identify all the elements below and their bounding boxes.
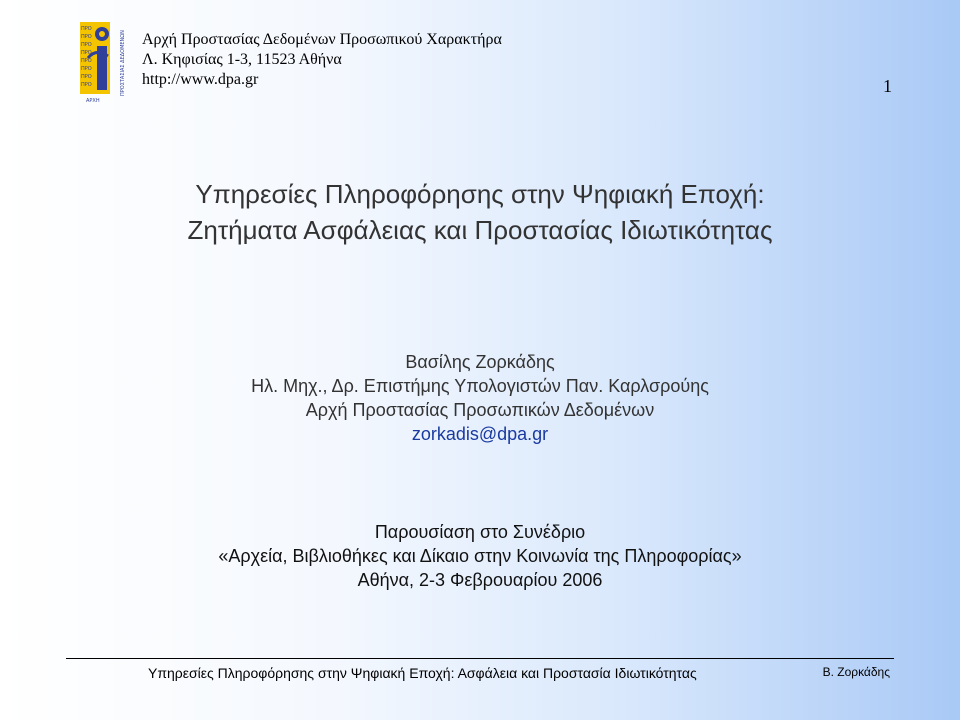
footer-author: Β. Ζορκάδης	[822, 665, 890, 679]
page-number: 1	[883, 76, 892, 96]
svg-text:ΠΡΟ: ΠΡΟ	[81, 42, 92, 48]
footer-title: Υπηρεσίες Πληροφόρησης στην Ψηφιακή Εποχή: Ασφάλεια και Προστασία Ιδιωτικότητας	[148, 665, 697, 681]
title-line-2: Ζητήματα Ασφάλειας και Προστασίας Ιδιωτικότητας	[187, 215, 773, 245]
author-position: Ηλ. Μηχ., Δρ. Επιστήμης Υπολογιστών Παν. Καρλσρούης	[251, 376, 709, 396]
conference-block	[0, 520, 960, 592]
logo-caption-1: ΑΡΧΗ	[86, 98, 100, 104]
svg-text:ΠΡΟ: ΠΡΟ	[81, 34, 92, 40]
svg-text:ΠΡΟ: ΠΡΟ	[81, 66, 92, 72]
logo-caption-2: ΠΡΟΣΤΑΣΙΑΣ ΔΕΔΟΜΕΝΩΝ	[120, 30, 126, 96]
svg-text:ΠΡΟ: ΠΡΟ	[81, 58, 92, 64]
org-address: Λ. Κηφισίας 1-3, 11523 Αθήνα	[142, 51, 342, 68]
svg-text:ΠΡΟ: ΠΡΟ	[81, 50, 92, 56]
svg-text:ΠΡΟ: ΠΡΟ	[81, 26, 92, 32]
conference-line-1: Παρουσίαση στο Συνέδριο	[374, 522, 586, 542]
author-email[interactable]: zorkadis@dpa.gr	[411, 424, 549, 444]
conference-line-3: Αθήνα, 2-3 Φεβρουαρίου 2006	[357, 570, 603, 590]
slide-title	[0, 176, 960, 248]
author-block	[0, 350, 960, 446]
conference-line-2: «Αρχεία, Βιβλιοθήκες και Δίκαιο στην Κοινωνία της Πληροφορίας»	[218, 546, 742, 566]
org-name: Αρχή Προστασίας Δεδομένων Προσωπικού Χαρακτήρα	[142, 31, 502, 48]
dpa-logo-icon	[78, 18, 128, 104]
author-name: Βασίλης Ζορκάδης	[405, 352, 555, 372]
title-line-1: Υπηρεσίες Πληροφόρησης στην Ψηφιακή Εποχή:	[195, 179, 765, 209]
footer-divider	[66, 658, 894, 659]
org-website[interactable]: http://www.dpa.gr	[142, 71, 259, 88]
header-organization-block	[142, 30, 502, 90]
svg-text:ΠΡΟ: ΠΡΟ	[81, 82, 92, 88]
author-organization: Αρχή Προστασίας Προσωπικών Δεδομένων	[305, 400, 655, 420]
svg-text:ΠΡΟ: ΠΡΟ	[81, 74, 92, 80]
